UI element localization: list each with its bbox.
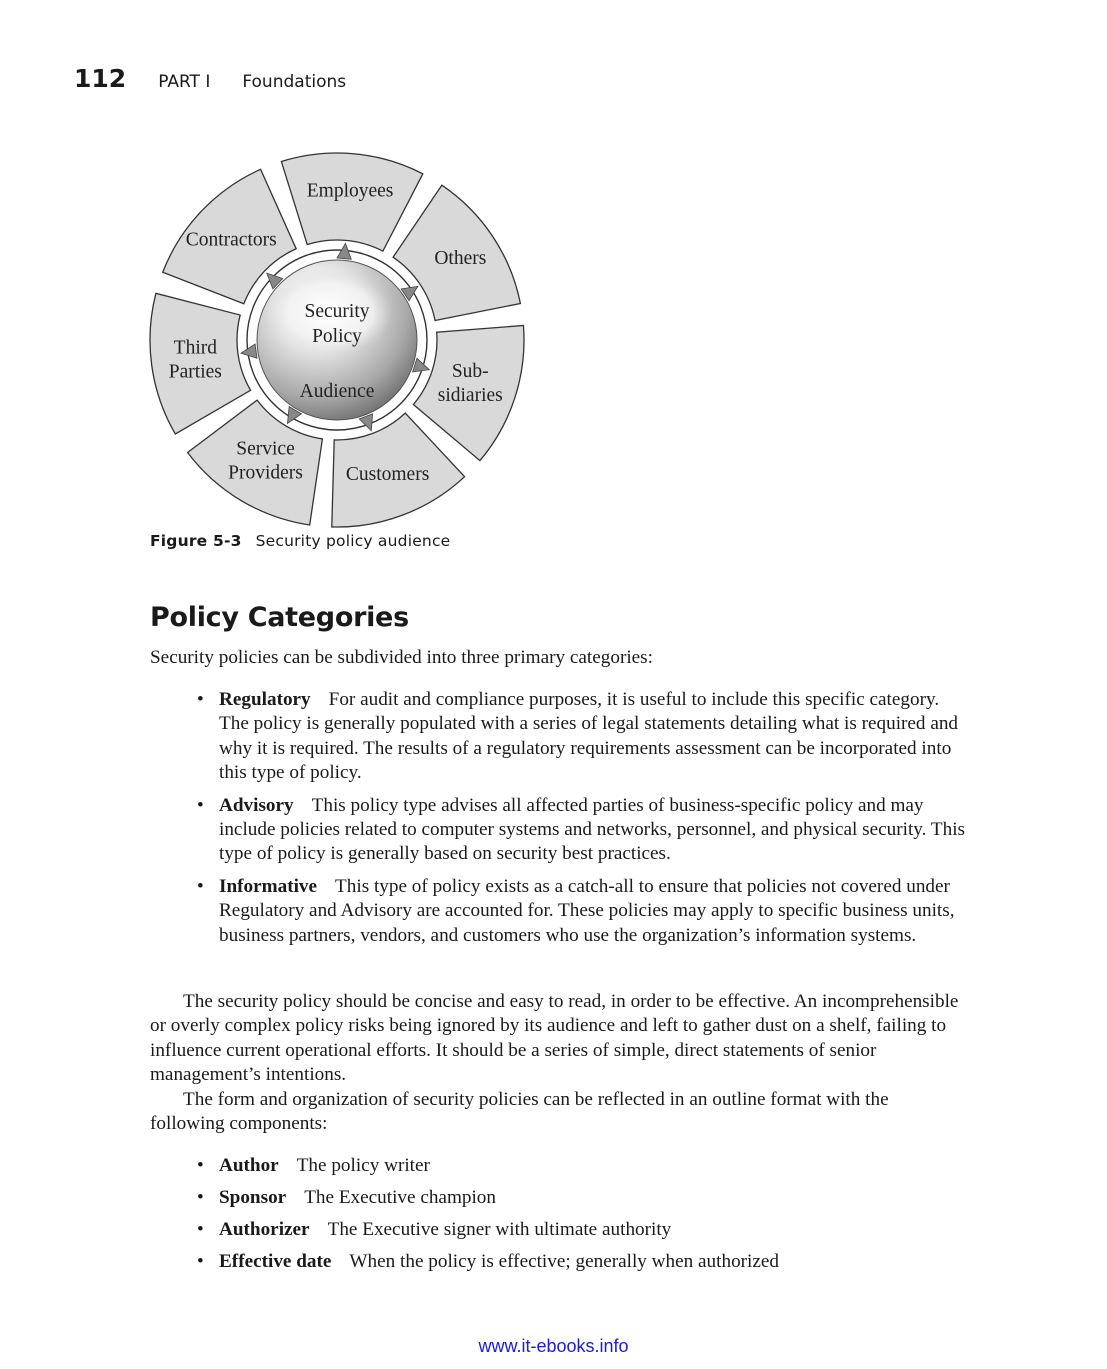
- segment-label: Third: [173, 337, 218, 359]
- audience-segment: [281, 153, 422, 251]
- list-item: [194, 1186, 969, 1210]
- list-item-text: This policy type advises all affected parties of business-specific policy and may include policies related to computer systems and networks, personnel, and physical security. This type of policy is generally based on security best practices.: [219, 794, 965, 865]
- list-item-text: When the policy is effective; generally when authorized: [349, 1251, 780, 1272]
- footer-link[interactable]: www.it-ebooks.info: [478, 1336, 629, 1356]
- figure-caption-text: Security policy audience: [255, 532, 451, 550]
- list-item-text: The Executive signer with ultimate authority: [327, 1219, 672, 1240]
- list-item-term: Author: [219, 1155, 279, 1176]
- list-item-text: The Executive champion: [304, 1187, 496, 1208]
- list-item: [194, 1154, 969, 1178]
- figure-caption: [150, 532, 450, 550]
- center-label-audience: Audience: [299, 381, 375, 402]
- running-header: [74, 64, 346, 98]
- segment-label: Customers: [345, 463, 430, 485]
- segment-label: Sub-: [451, 360, 489, 382]
- list-item-term: Informative: [219, 875, 318, 897]
- list-item-term: Sponsor: [219, 1187, 287, 1208]
- center-label-policy: Policy: [312, 326, 362, 347]
- list-item: [194, 875, 969, 948]
- list-item-text: This type of policy exists as a catch-all to ensure that policies not covered under Regulatory and Advisory are accounted for. These policies may apply to specific business units, business partners, vendors, and customers who use the organization’s information systems.: [219, 875, 955, 946]
- segment-label: Providers: [228, 462, 303, 484]
- list-item-term: Regulatory: [219, 689, 311, 710]
- segment-label: Others: [434, 248, 487, 270]
- list-item-term: Advisory: [219, 794, 294, 816]
- security-policy-audience-diagram: [140, 145, 540, 535]
- list-item: [194, 794, 969, 867]
- section-intro: Security policies can be subdivided into three primary categories:: [150, 647, 653, 668]
- list-item-term: Authorizer: [219, 1219, 310, 1240]
- segment-label: Service: [236, 438, 295, 460]
- figure-number: Figure 5-3: [150, 532, 242, 550]
- page-number: 112: [74, 64, 127, 93]
- list-item-term: Effective date: [219, 1251, 332, 1272]
- body-paragraphs: [150, 990, 965, 1136]
- list-item-text: The policy writer: [296, 1155, 430, 1176]
- segment-label: Contractors: [185, 229, 277, 251]
- part-label: PART I: [158, 72, 211, 92]
- paragraph: The security policy should be concise and easy to read, in order to be effective. An incomprehensible or overly complex policy risks being ignored by its audience and left to gather dust on a shelf, failing to influence current operational efforts. It should be a series of simple, direct statements of senior management’s intentions.: [150, 991, 959, 1086]
- components-list: [194, 1154, 969, 1282]
- list-item-text: For audit and compliance purposes, it is useful to include this specific category. The policy is generally populated with a series of legal statements detailing what is required and why it is required. The results of a regulatory requirements assessment can be incorporated into this type of policy.: [219, 689, 959, 784]
- segment-label: Parties: [168, 361, 222, 383]
- list-item: [194, 688, 969, 786]
- segment-label: sidiaries: [437, 384, 503, 406]
- list-item: [194, 1218, 969, 1242]
- segment-label: Employees: [306, 180, 394, 202]
- list-item: [194, 1250, 969, 1274]
- running-title: Foundations: [242, 72, 347, 92]
- paragraph: The form and organization of security policies can be reflected in an outline format with the following components:: [150, 1088, 889, 1135]
- category-list: [194, 688, 969, 956]
- center-label-security: Security: [304, 301, 370, 322]
- section-heading: Policy Categories: [150, 602, 409, 633]
